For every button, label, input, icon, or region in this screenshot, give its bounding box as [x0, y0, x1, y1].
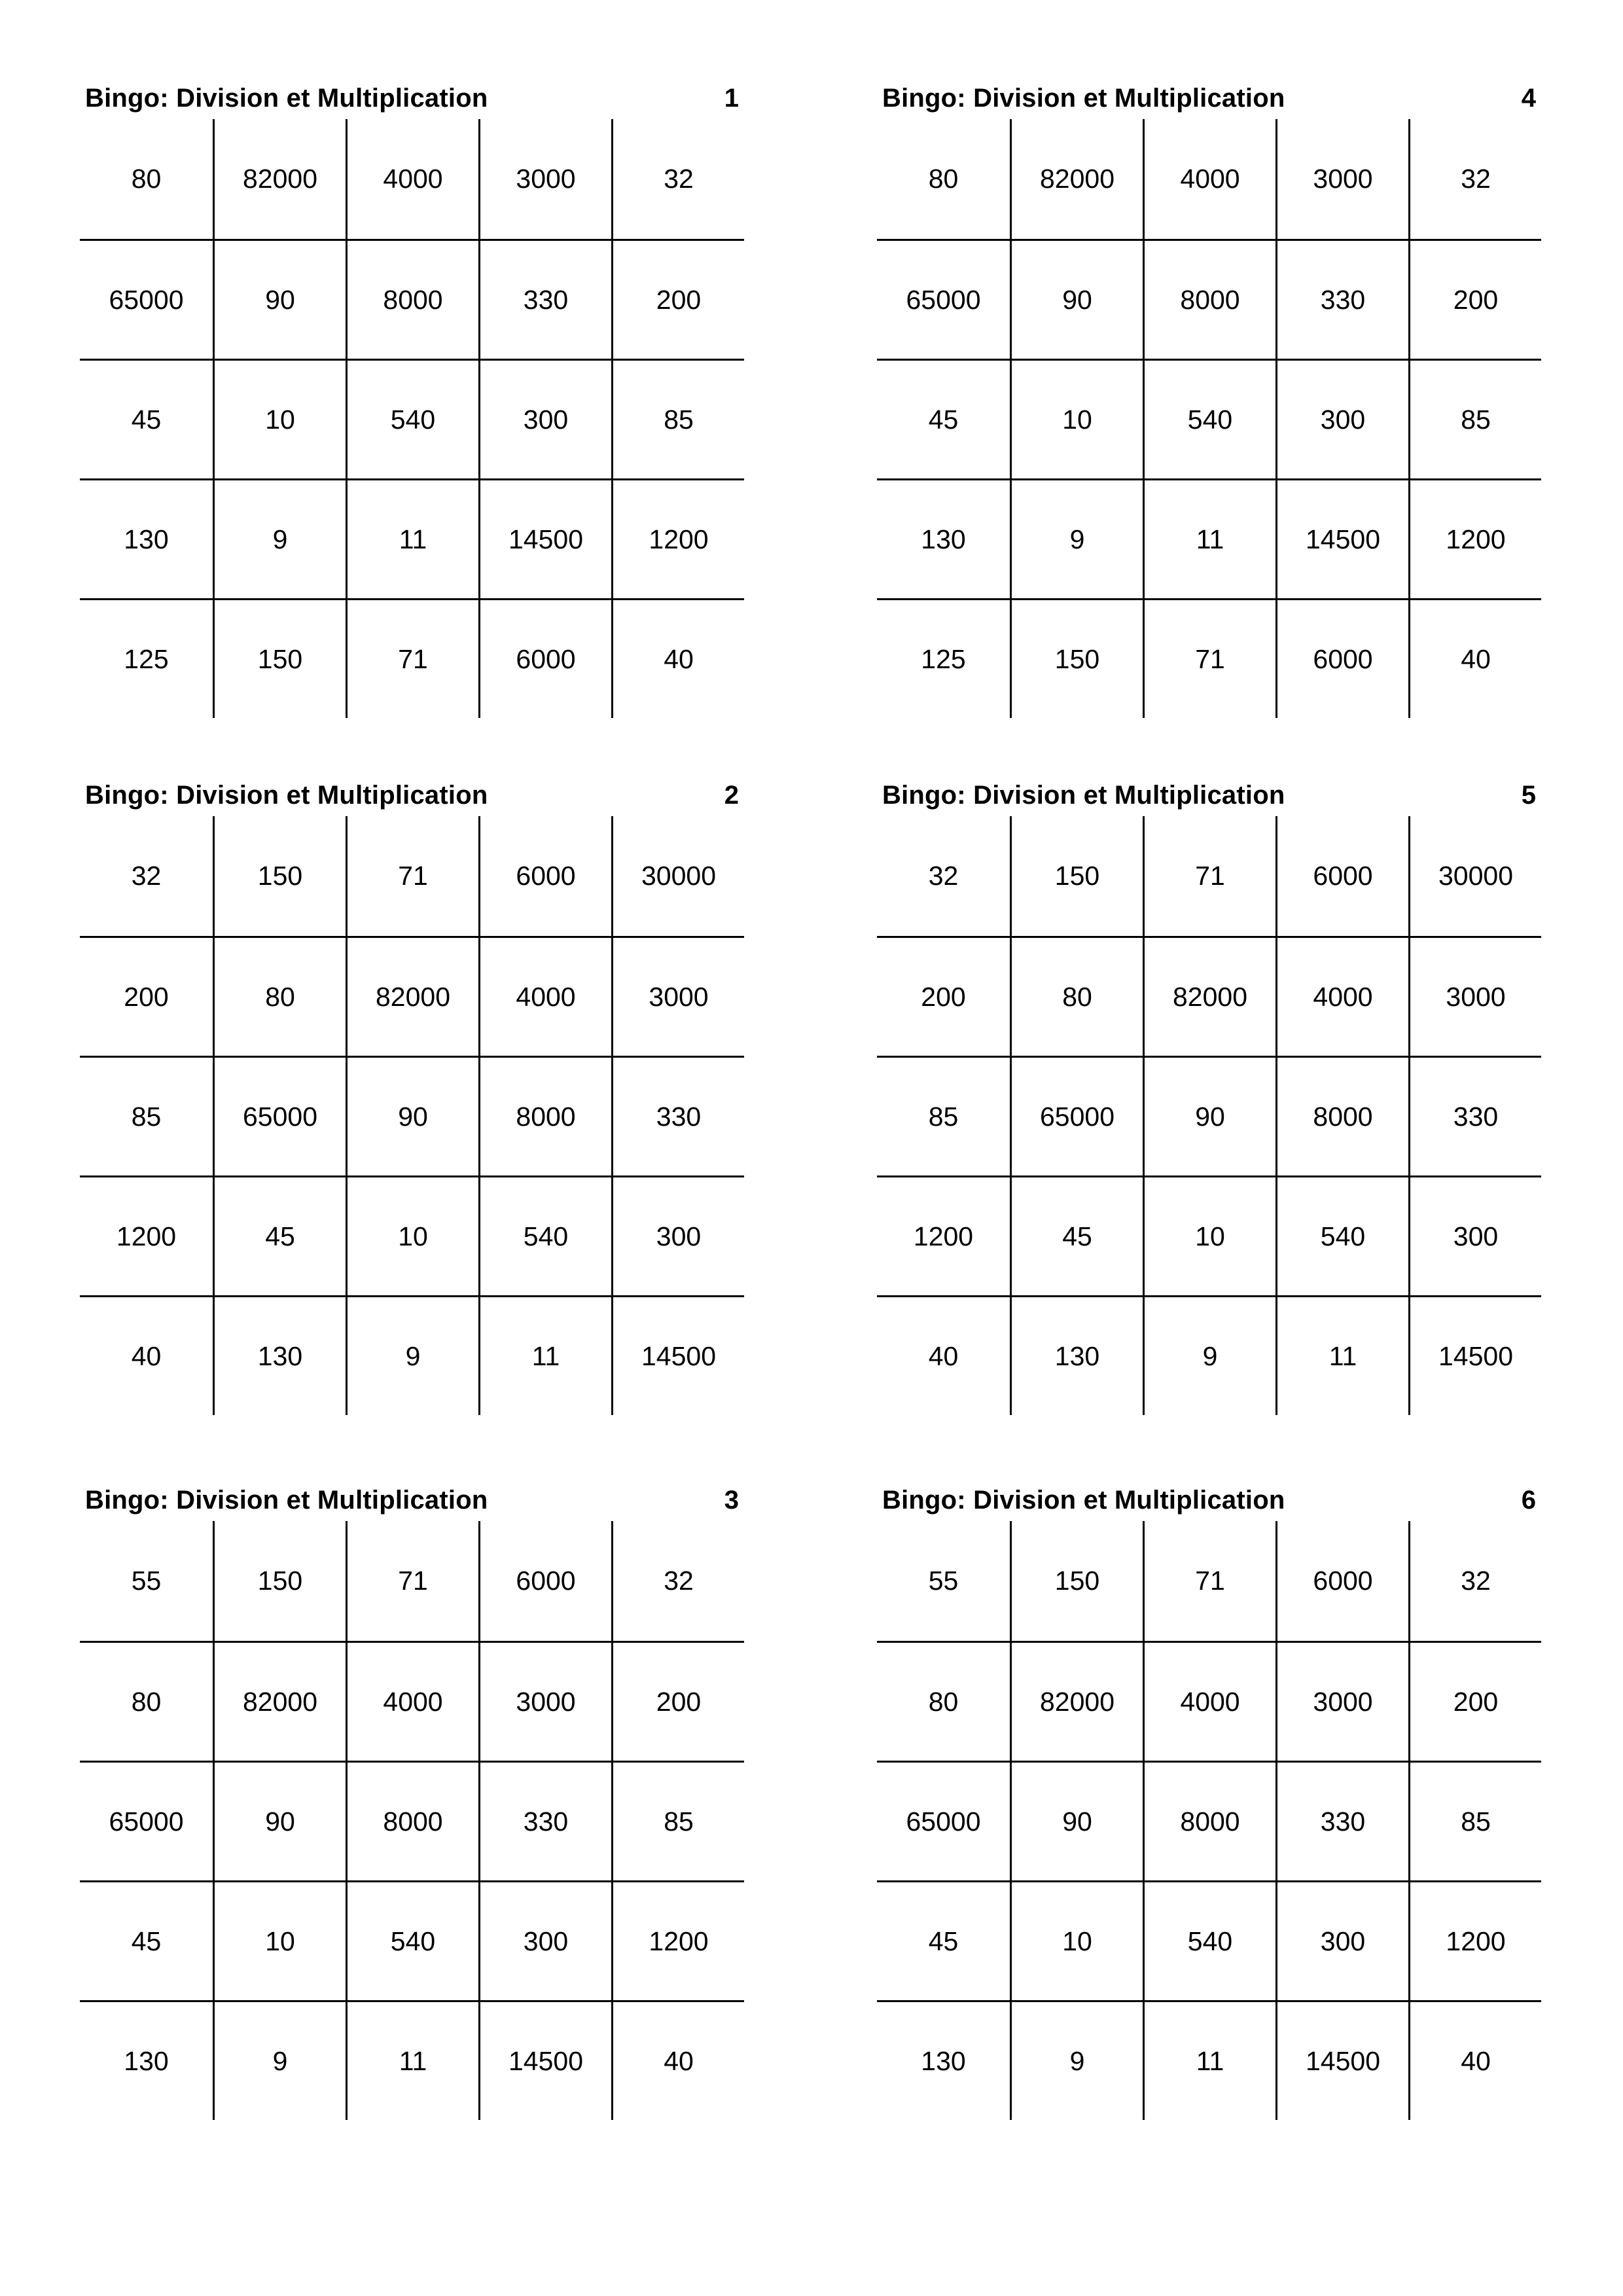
grid-cell: 11: [478, 1295, 611, 1415]
grid-cell: 6000: [1275, 1521, 1408, 1641]
card-header: [877, 1480, 1541, 1521]
grid-cell: 4000: [1275, 936, 1408, 1056]
grid-cell: 85: [611, 1761, 744, 1880]
card-title: Bingo: Division et Multiplication: [882, 781, 1285, 810]
grid-cell: 130: [80, 478, 213, 598]
bingo-grid: [80, 816, 744, 1415]
grid-cell: 540: [1143, 359, 1275, 478]
grid-cell: 9: [1143, 1295, 1275, 1415]
grid-cell: 65000: [213, 1056, 346, 1175]
grid-cell: 10: [213, 359, 346, 478]
card-header: [80, 79, 744, 119]
grid-cell: 3000: [1408, 936, 1541, 1056]
grid-cell: 9: [346, 1295, 478, 1415]
grid-cell: 82000: [1010, 119, 1143, 239]
card-title: Bingo: Division et Multiplication: [882, 84, 1285, 113]
card-header: [80, 1480, 744, 1521]
grid-cell: 4000: [1143, 119, 1275, 239]
grid-cell: 65000: [1010, 1056, 1143, 1175]
grid-cell: 8000: [1275, 1056, 1408, 1175]
grid-cell: 71: [346, 1521, 478, 1641]
grid-cell: 14500: [611, 1295, 744, 1415]
grid-cell: 200: [611, 239, 744, 359]
grid-cell: 540: [346, 359, 478, 478]
grid-cell: 540: [478, 1175, 611, 1295]
grid-cell: 330: [478, 239, 611, 359]
grid-cell: 80: [131, 164, 162, 194]
grid-cell: 8000: [1143, 1761, 1275, 1880]
grid-cell: 32: [928, 861, 959, 891]
grid-cell: 4000: [346, 1641, 478, 1761]
grid-cell: 330: [1408, 1056, 1541, 1175]
grid-cell: 330: [1275, 1761, 1408, 1880]
grid-cell: 90: [213, 239, 346, 359]
card-number: 3: [724, 1486, 739, 1515]
grid-cell: 130: [1010, 1295, 1143, 1415]
grid-cell: 82000: [346, 936, 478, 1056]
card-title: Bingo: Division et Multiplication: [882, 1486, 1285, 1515]
grid-cell: 9: [1010, 2000, 1143, 2120]
grid-cell: 125: [80, 598, 213, 718]
grid-cell: 6000: [1275, 816, 1408, 936]
grid-cell: 1200: [80, 1175, 213, 1295]
bingo-card: [877, 776, 1541, 1415]
grid-cell: 45: [80, 1880, 213, 2000]
grid-cell: 8000: [346, 239, 478, 359]
grid-cell: 300: [1275, 359, 1408, 478]
grid-cell: 71: [346, 598, 478, 718]
grid-cell: 200: [1408, 1641, 1541, 1761]
grid-cell: 80: [928, 164, 959, 194]
grid-cell: 1200: [1408, 1880, 1541, 2000]
grid-cell: 300: [1275, 1880, 1408, 2000]
grid-cell: 40: [1408, 598, 1541, 718]
grid-cell: 150: [1010, 816, 1143, 936]
grid-cell: 1200: [877, 1175, 1010, 1295]
card-number: 1: [724, 84, 739, 113]
grid-cell: 90: [1010, 239, 1143, 359]
grid-cell: 71: [1143, 816, 1275, 936]
grid-cell: 55: [928, 1566, 959, 1596]
bingo-grid: [877, 816, 1541, 1415]
grid-cell: 150: [213, 816, 346, 936]
grid-cell: 4000: [346, 119, 478, 239]
grid-cell: 45: [80, 359, 213, 478]
grid-cell: 65000: [80, 239, 213, 359]
grid-cell: 11: [1275, 1295, 1408, 1415]
grid-cell: 45: [877, 359, 1010, 478]
grid-cell: 330: [611, 1056, 744, 1175]
grid-cell: 4000: [1143, 1641, 1275, 1761]
grid-cell: 1200: [611, 1880, 744, 2000]
grid-cell: 85: [611, 359, 744, 478]
grid-cell: 14500: [1275, 2000, 1408, 2120]
grid-cell: 40: [611, 598, 744, 718]
grid-cell: 85: [877, 1056, 1010, 1175]
grid-cell: 1200: [1408, 478, 1541, 598]
bingo-grid: [877, 1521, 1541, 2120]
grid-cell: 90: [346, 1056, 478, 1175]
grid-cell: 32: [611, 1521, 744, 1641]
grid-cell: 30000: [611, 816, 744, 936]
grid-cell: 3000: [478, 119, 611, 239]
grid-cell: 125: [877, 598, 1010, 718]
bingo-grid: [80, 119, 744, 718]
bingo-card: [877, 79, 1541, 718]
grid-cell: 300: [478, 1880, 611, 2000]
grid-cell: 4000: [478, 936, 611, 1056]
grid-cell: 80: [1010, 936, 1143, 1056]
grid-cell: 330: [478, 1761, 611, 1880]
grid-cell: 90: [1143, 1056, 1275, 1175]
grid-cell: 40: [80, 1295, 213, 1415]
grid-cell: 3000: [1275, 119, 1408, 239]
grid-cell: 80: [877, 1641, 1010, 1761]
grid-cell: 10: [346, 1175, 478, 1295]
grid-cell: 330: [1275, 239, 1408, 359]
grid-cell: 6000: [478, 1521, 611, 1641]
grid-cell: 9: [213, 478, 346, 598]
grid-cell: 130: [877, 478, 1010, 598]
grid-cell: 8000: [478, 1056, 611, 1175]
grid-cell: 45: [213, 1175, 346, 1295]
grid-cell: 82000: [213, 1641, 346, 1761]
grid-cell: 90: [213, 1761, 346, 1880]
grid-cell: 45: [877, 1880, 1010, 2000]
card-header: [80, 776, 744, 816]
card-number: 4: [1521, 84, 1536, 113]
grid-cell: 80: [213, 936, 346, 1056]
grid-cell: 3000: [611, 936, 744, 1056]
grid-cell: 6000: [478, 598, 611, 718]
grid-cell: 14500: [1275, 478, 1408, 598]
grid-cell: 11: [1143, 478, 1275, 598]
grid-cell: 540: [346, 1880, 478, 2000]
grid-cell: 85: [1408, 1761, 1541, 1880]
grid-cell: 85: [1408, 359, 1541, 478]
grid-cell: 130: [80, 2000, 213, 2120]
grid-cell: 10: [1143, 1175, 1275, 1295]
card-number: 5: [1521, 781, 1536, 810]
grid-cell: 82000: [1143, 936, 1275, 1056]
grid-cell: 540: [1143, 1880, 1275, 2000]
grid-cell: 8000: [346, 1761, 478, 1880]
grid-cell: 3000: [1275, 1641, 1408, 1761]
card-title: Bingo: Division et Multiplication: [85, 781, 488, 810]
grid-cell: 65000: [877, 1761, 1010, 1880]
card-title: Bingo: Division et Multiplication: [85, 1486, 488, 1515]
grid-cell: 32: [611, 119, 744, 239]
grid-cell: 9: [213, 2000, 346, 2120]
grid-cell: 150: [213, 598, 346, 718]
grid-cell: 14500: [478, 2000, 611, 2120]
grid-cell: 82000: [1010, 1641, 1143, 1761]
card-number: 6: [1521, 1486, 1536, 1515]
card-header: [877, 79, 1541, 119]
grid-cell: 130: [213, 1295, 346, 1415]
grid-cell: 300: [611, 1175, 744, 1295]
card-number: 2: [724, 781, 739, 810]
grid-cell: 10: [1010, 359, 1143, 478]
grid-cell: 200: [1408, 239, 1541, 359]
grid-cell: 40: [611, 2000, 744, 2120]
grid-cell: 11: [346, 478, 478, 598]
grid-cell: 200: [611, 1641, 744, 1761]
grid-cell: 300: [1408, 1175, 1541, 1295]
bingo-grid: [877, 119, 1541, 718]
grid-cell: 9: [1010, 478, 1143, 598]
bingo-card: [877, 1480, 1541, 2120]
grid-cell: 150: [1010, 1521, 1143, 1641]
grid-cell: 55: [131, 1566, 162, 1596]
grid-cell: 150: [1010, 598, 1143, 718]
grid-cell: 540: [1275, 1175, 1408, 1295]
card-title: Bingo: Division et Multiplication: [85, 84, 488, 113]
grid-cell: 200: [80, 936, 213, 1056]
grid-cell: 30000: [1408, 816, 1541, 936]
grid-cell: 40: [1408, 2000, 1541, 2120]
grid-cell: 45: [1010, 1175, 1143, 1295]
grid-cell: 8000: [1143, 239, 1275, 359]
grid-cell: 3000: [478, 1641, 611, 1761]
bingo-grid: [80, 1521, 744, 2120]
grid-cell: 85: [80, 1056, 213, 1175]
grid-cell: 32: [1408, 119, 1541, 239]
grid-cell: 10: [213, 1880, 346, 2000]
bingo-card: [80, 1480, 744, 2120]
grid-cell: 6000: [478, 816, 611, 936]
grid-cell: 11: [346, 2000, 478, 2120]
grid-cell: 65000: [877, 239, 1010, 359]
grid-cell: 14500: [478, 478, 611, 598]
grid-cell: 40: [877, 1295, 1010, 1415]
bingo-card: [80, 776, 744, 1415]
grid-cell: 200: [877, 936, 1010, 1056]
grid-cell: 82000: [213, 119, 346, 239]
bingo-card: [80, 79, 744, 718]
grid-cell: 1200: [611, 478, 744, 598]
grid-cell: 90: [1010, 1761, 1143, 1880]
grid-cell: 130: [877, 2000, 1010, 2120]
card-header: [877, 776, 1541, 816]
grid-cell: 11: [1143, 2000, 1275, 2120]
grid-cell: 32: [1408, 1521, 1541, 1641]
grid-cell: 71: [346, 816, 478, 936]
grid-cell: 32: [131, 861, 162, 891]
grid-cell: 71: [1143, 1521, 1275, 1641]
grid-cell: 10: [1010, 1880, 1143, 2000]
grid-cell: 80: [80, 1641, 213, 1761]
grid-cell: 14500: [1408, 1295, 1541, 1415]
grid-cell: 6000: [1275, 598, 1408, 718]
grid-cell: 71: [1143, 598, 1275, 718]
grid-cell: 65000: [80, 1761, 213, 1880]
grid-cell: 300: [478, 359, 611, 478]
grid-cell: 150: [213, 1521, 346, 1641]
